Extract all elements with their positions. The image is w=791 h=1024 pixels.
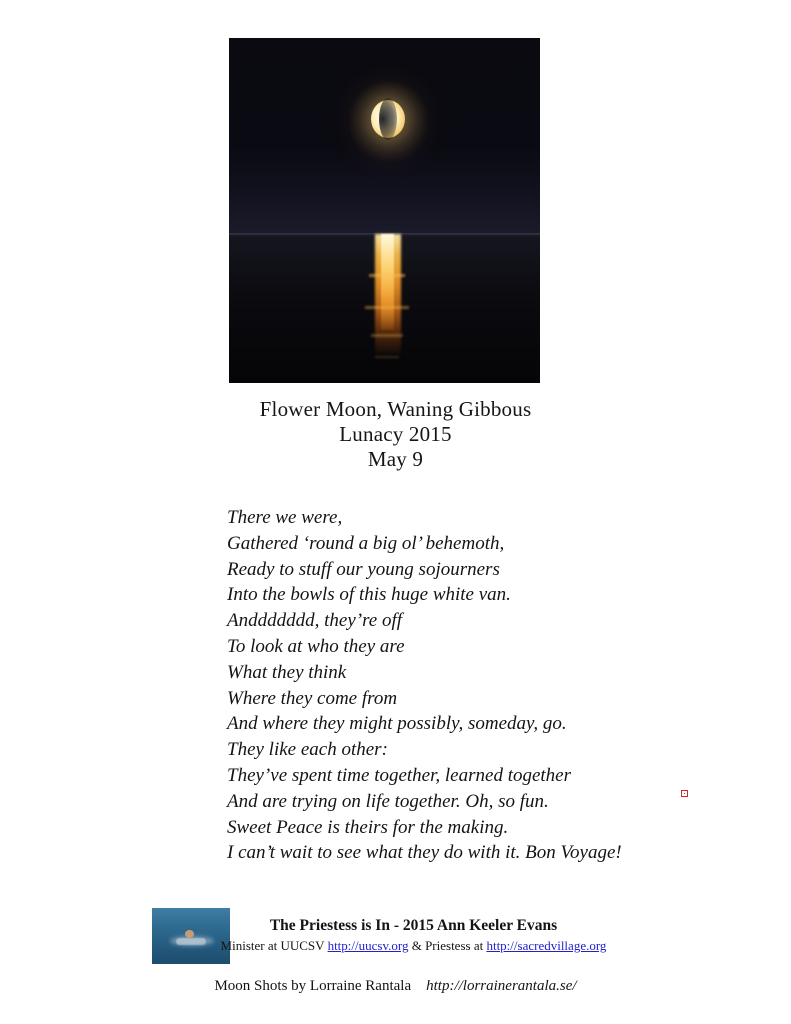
footer-credit-prefix: Minister at UUCSV <box>220 938 325 953</box>
sacredvillage-link[interactable]: http://sacredvillage.org <box>486 938 607 953</box>
poem-line: Into the bowls of this huge white van. <box>227 584 511 606</box>
water-ripple <box>365 306 409 309</box>
moon-over-water-photo <box>229 38 540 383</box>
poem-body <box>227 505 747 866</box>
photo-caption <box>0 397 791 472</box>
photographer-url[interactable]: http://lorrainerantala.se/ <box>426 978 577 994</box>
poem-line: Ready to stuff our young sojourners <box>227 558 500 580</box>
moon-reflection-core <box>381 234 394 330</box>
caption-line-1: Flower Moon, Waning Gibbous <box>259 397 532 421</box>
footer-title: The Priestess is In - 2015 Ann Keeler Evans <box>269 917 558 934</box>
poem-line: There we were, <box>227 507 343 528</box>
moon-shadow <box>379 98 397 140</box>
poem-line: And where they might possibly, someday, go. <box>227 713 567 735</box>
poem-line: Gathered ‘round a big ol’ behemoth, <box>227 532 505 554</box>
uucsv-link[interactable]: http://uucsv.org <box>327 938 409 953</box>
photo-credit <box>0 976 791 996</box>
poem-line: And are trying on life together. Oh, so fun. <box>227 790 549 812</box>
poem-line: To look at who they are <box>227 635 405 657</box>
poem-line: Anddddddd, they’re off <box>227 610 403 632</box>
poem-line: They’ve spent time together, learned together <box>227 764 572 786</box>
poem-line: What they think <box>227 661 347 683</box>
poem-line: Sweet Peace is theirs for the making. <box>227 816 509 838</box>
footer-credits <box>0 936 791 955</box>
poem-line: I can’t wait to see what they do with it. Bon Voyage! <box>227 842 622 864</box>
footer <box>0 916 791 994</box>
red-annotation-mark <box>681 790 688 797</box>
caption-line-3: May 9 <box>367 447 424 471</box>
caption-line-2: Lunacy 2015 <box>339 422 452 446</box>
photo-credit-prefix: Moon Shots by <box>214 978 307 994</box>
water-ripple <box>375 356 399 358</box>
water-ripple <box>371 334 403 337</box>
water-ripple <box>369 274 405 277</box>
poem-line: They like each other: <box>227 739 388 761</box>
moon-icon <box>371 100 405 138</box>
poem-line: Where they come from <box>227 687 398 709</box>
footer-credit-middle: & Priestess at <box>411 938 484 953</box>
photographer-name: Lorraine Rantala <box>309 978 412 994</box>
